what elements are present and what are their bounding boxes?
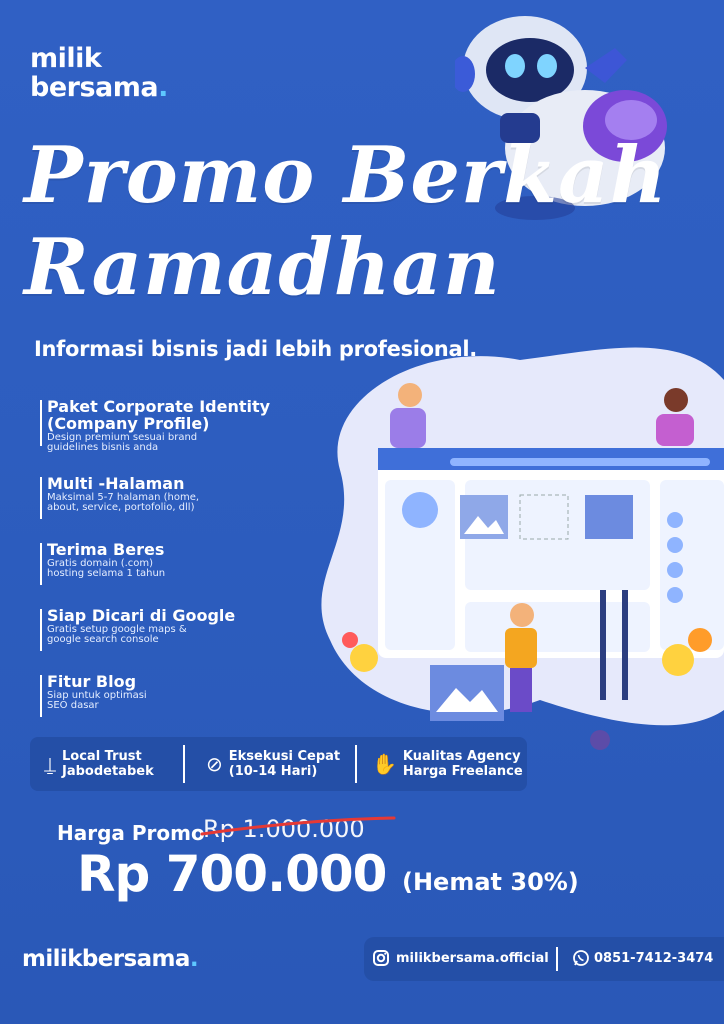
website-team-illustration — [300, 340, 724, 760]
monument-icon: ⍊ — [44, 752, 56, 776]
title-line-1: Promo Berkah — [24, 130, 668, 221]
trust-item: ⊘ Eksekusi Cepat (10-14 Hari) — [206, 749, 341, 779]
trust-item: ⍊ Local Trust Jabodetabek — [44, 749, 154, 779]
feature-title: Fitur Blog — [47, 672, 137, 691]
speed-icon: ⊘ — [206, 752, 223, 776]
title-line-2: Ramadhan — [24, 222, 501, 313]
feature-item — [47, 541, 297, 579]
feature-title: Multi -Halaman — [47, 474, 185, 493]
new-price: Rp 700.000 — [77, 845, 387, 903]
contact-bar — [364, 937, 724, 981]
trust-item: ✋ Kualitas Agency Harga Freelance — [372, 749, 523, 779]
strikethrough-line — [200, 816, 396, 840]
feature-desc: Maksimal 5-7 halaman (home, about, service, portofolio, dll) — [47, 492, 200, 513]
savings-text: (Hemat 30%) — [402, 868, 579, 896]
feature-item — [47, 607, 297, 645]
feature-desc: Gratis domain (.com) hosting selama 1 tahun — [47, 558, 166, 579]
tagline: Informasi bisnis jadi lebih profesional. — [34, 337, 477, 361]
instagram-icon — [372, 949, 390, 967]
whatsapp-icon — [572, 949, 590, 967]
feature-title: Paket Corporate Identity (Company Profile) — [47, 397, 271, 433]
old-price: Rp 1.000.000 — [203, 815, 365, 843]
feature-item — [47, 475, 297, 513]
brand-logo-top: milik bersama. — [30, 43, 168, 103]
feature-title: Terima Beres — [47, 540, 165, 559]
feature-desc: Siap untuk optimasi SEO dasar — [47, 690, 147, 711]
money-hand-icon: ✋ — [372, 752, 397, 776]
feature-desc: Design premium sesuai brand guidelines bisnis anda — [47, 432, 198, 453]
feature-item — [47, 673, 297, 711]
logo-line-2: bersama — [30, 72, 159, 103]
promo-title — [24, 130, 667, 314]
trust-badges — [30, 737, 527, 791]
instagram-contact[interactable]: milikbersama.official — [372, 949, 549, 967]
logo-line-1: milik — [30, 43, 102, 74]
price-label: Harga Promo — [57, 821, 205, 845]
brand-logo-bottom: milikbersama. — [22, 946, 198, 972]
feature-item — [47, 398, 297, 453]
whatsapp-contact[interactable]: 0851-7412-3474 — [572, 949, 713, 967]
feature-title: Siap Dicari di Google — [47, 606, 236, 625]
feature-desc: Gratis setup google maps & google search console — [47, 624, 187, 645]
